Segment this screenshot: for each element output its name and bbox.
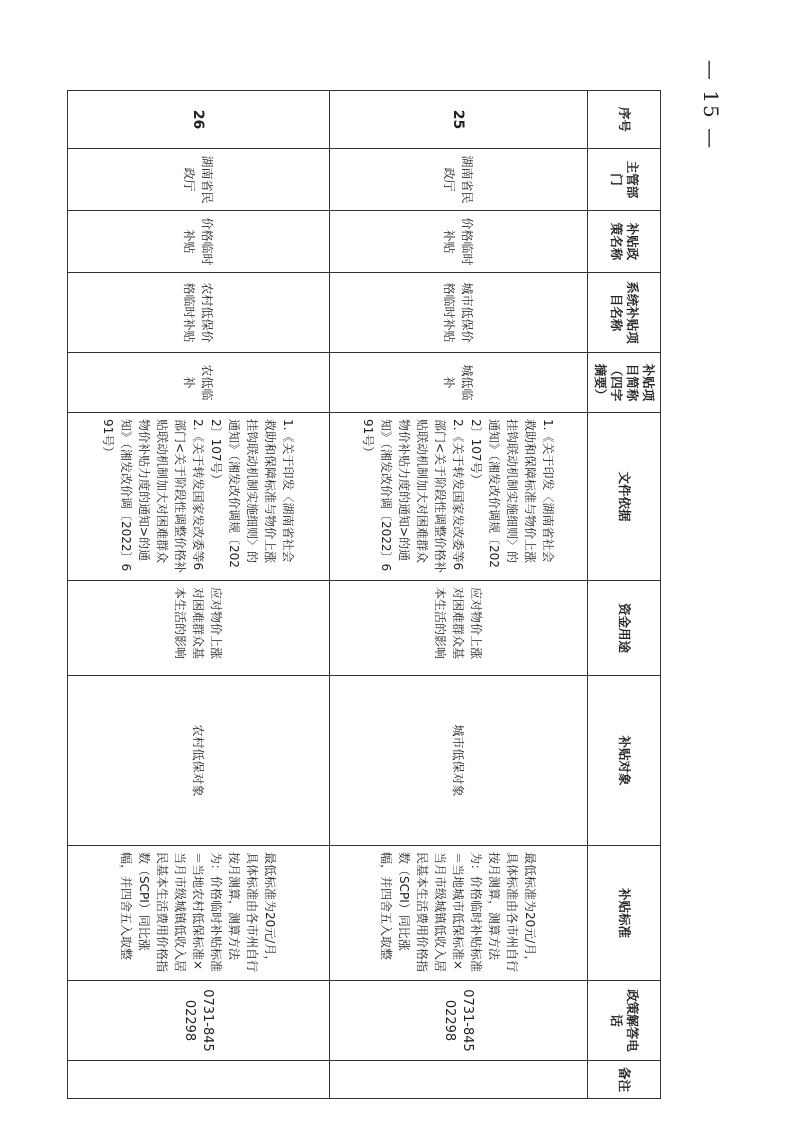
row-phone: 0731-84502298 bbox=[330, 981, 588, 1061]
row-policy-name: 价格临时补贴 bbox=[330, 211, 588, 273]
table-header-row bbox=[588, 91, 661, 1099]
row-fund-use: 应对物价上涨对困难群众基本生活的影响 bbox=[330, 581, 588, 676]
header-phone: 政策解答电话 bbox=[588, 981, 661, 1061]
row-fund-use: 应对物价上涨对困难群众基本生活的影响 bbox=[68, 581, 330, 676]
row-basis-2: 2.《关于转发国家发改委等6部门<关于阶段性调整价格补贴联动机制加大对困难群众物价补贴力度的通知>的通知》（湘发改价调〔2022〕691号） bbox=[101, 419, 206, 574]
table-row bbox=[68, 91, 330, 1099]
header-policy-name: 补贴政策名称 bbox=[588, 211, 661, 273]
row-basis-1: 1.《关于印发〈湖南省社会救助和保障标准与物价上涨挂钩联动机制实施细则〉的通知》（湘发改价调规〔2022〕107号） bbox=[469, 419, 556, 568]
row-basis bbox=[330, 413, 588, 581]
header-remark: 备注 bbox=[588, 1061, 661, 1099]
row-basis bbox=[68, 413, 330, 581]
row-target: 农村低保对象 bbox=[68, 676, 330, 846]
row-seq: 25 bbox=[330, 91, 588, 149]
row-basis-2: 2.《关于转发国家发改委等6部门<关于阶段性调整价格补贴联动机制加大对困难群众物价补贴力度的通知>的通知》（湘发改价调〔2022〕691号） bbox=[361, 419, 466, 574]
row-phone: 0731-84502298 bbox=[68, 981, 330, 1061]
subsidy-policy-table bbox=[67, 90, 661, 1099]
header-standard: 补贴标准 bbox=[588, 846, 661, 981]
row-basis-1: 1.《关于印发〈湖南省社会救助和保障标准与物价上涨挂钩联动机制实施细则〉的通知》（湘发改价调规〔2022〕107号） bbox=[209, 419, 296, 568]
header-seq: 序号 bbox=[588, 91, 661, 149]
row-project-abbr: 城低临补 bbox=[330, 353, 588, 413]
page-number bbox=[681, 59, 741, 151]
row-target: 城市低保对象 bbox=[330, 676, 588, 846]
header-project-abbr: 补贴项目简称（四字摘要） bbox=[588, 353, 661, 413]
row-policy-name: 价格临时补贴 bbox=[68, 211, 330, 273]
subsidy-policy-table-wrapper bbox=[79, 90, 661, 1093]
row-project-abbr: 农低临补 bbox=[68, 353, 330, 413]
header-department: 主管部门 bbox=[588, 149, 661, 211]
row-department: 湖南省民政厅 bbox=[68, 149, 330, 211]
row-remark bbox=[330, 1061, 588, 1099]
row-seq: 26 bbox=[68, 91, 330, 149]
row-standard: 最低标准为20元/月，具体标准由各市州自行按月测算，测算方法为：价格临时补贴标准＝当地城市低保标准×当月市级城镇低收入居民基本生活费用价格指数（SCPI）同比涨幅，并四舍五入取整 bbox=[330, 846, 588, 981]
row-system-project: 城市低保价格临时补贴 bbox=[330, 273, 588, 353]
header-system-project: 系统补贴项目名称 bbox=[588, 273, 661, 353]
page-number-text: — 15 — bbox=[699, 59, 724, 151]
header-target: 补贴对象 bbox=[588, 676, 661, 846]
header-fund-use: 资金用途 bbox=[588, 581, 661, 676]
row-system-project: 农村低保价格临时补贴 bbox=[68, 273, 330, 353]
row-department: 湖南省民政厅 bbox=[330, 149, 588, 211]
row-standard: 最低标准为20元/月，具体标准由各市州自行按月测算，测算方法为：价格临时补贴标准＝当地农村低保标准×当月市级城镇低收入居民基本生活费用价格指数（SCPI）同比涨幅，并四舍五入取整 bbox=[68, 846, 330, 981]
row-remark bbox=[68, 1061, 330, 1099]
header-basis: 文件依据 bbox=[588, 413, 661, 581]
table-row bbox=[330, 91, 588, 1099]
